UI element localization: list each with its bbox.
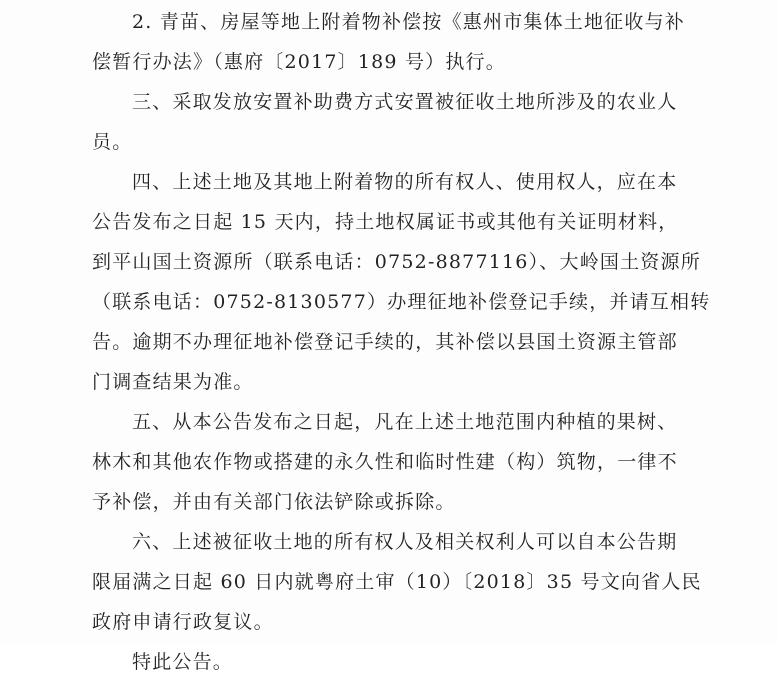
paragraph-item-2: [92, 2, 712, 82]
text-line: 六、上述被征收土地的所有权人及相关权利人可以自本公告期: [132, 531, 678, 553]
text-line: 政府申请行政复议。: [92, 611, 274, 633]
text-line: 门调查结果为准。: [92, 371, 254, 393]
text-line: 员。: [92, 131, 133, 153]
text-line: （联系电话：0752-8130577）办理征地补偿登记手续，并请互相转: [92, 291, 711, 313]
paragraph-section-6: [92, 522, 712, 642]
paragraph-section-3: [92, 82, 712, 162]
paragraph-section-5: [92, 402, 712, 522]
text-line: 五、从本公告发布之日起，凡在上述土地范围内种植的果树、: [132, 411, 678, 433]
paragraph-closing: [92, 642, 712, 682]
text-line: 公告发布之日起 15 天内，持土地权属证书或其他有关证明材料，: [92, 211, 679, 233]
text-line: 2. 青苗、房屋等地上附着物补偿按《惠州市集体土地征收与补: [132, 11, 685, 33]
document-body: [92, 2, 712, 682]
closing-line: 特此公告。: [132, 651, 234, 673]
text-line: 林木和其他农作物或搭建的永久性和临时性建（构）筑物，一律不: [92, 451, 678, 473]
text-line: 四、上述土地及其地上附着物的所有权人、使用权人，应在本: [132, 171, 678, 193]
paragraph-section-4: [92, 162, 712, 402]
text-line: 到平山国土资源所（联系电话：0752-8877116）、大岭国土资源所: [92, 251, 701, 273]
text-line: 告。逾期不办理征地补偿登记手续的，其补偿以县国土资源主管部: [92, 331, 678, 353]
text-line: 予补偿，并由有关部门依法铲除或拆除。: [92, 491, 456, 513]
text-line: 限届满之日起 60 日内就粤府土审（10）〔2018〕35 号文向省人民: [92, 571, 702, 593]
text-line: 三、采取发放安置补助费方式安置被征收土地所涉及的农业人: [132, 91, 678, 113]
text-line: 偿暂行办法》（惠府〔2017〕189 号）执行。: [92, 51, 506, 73]
